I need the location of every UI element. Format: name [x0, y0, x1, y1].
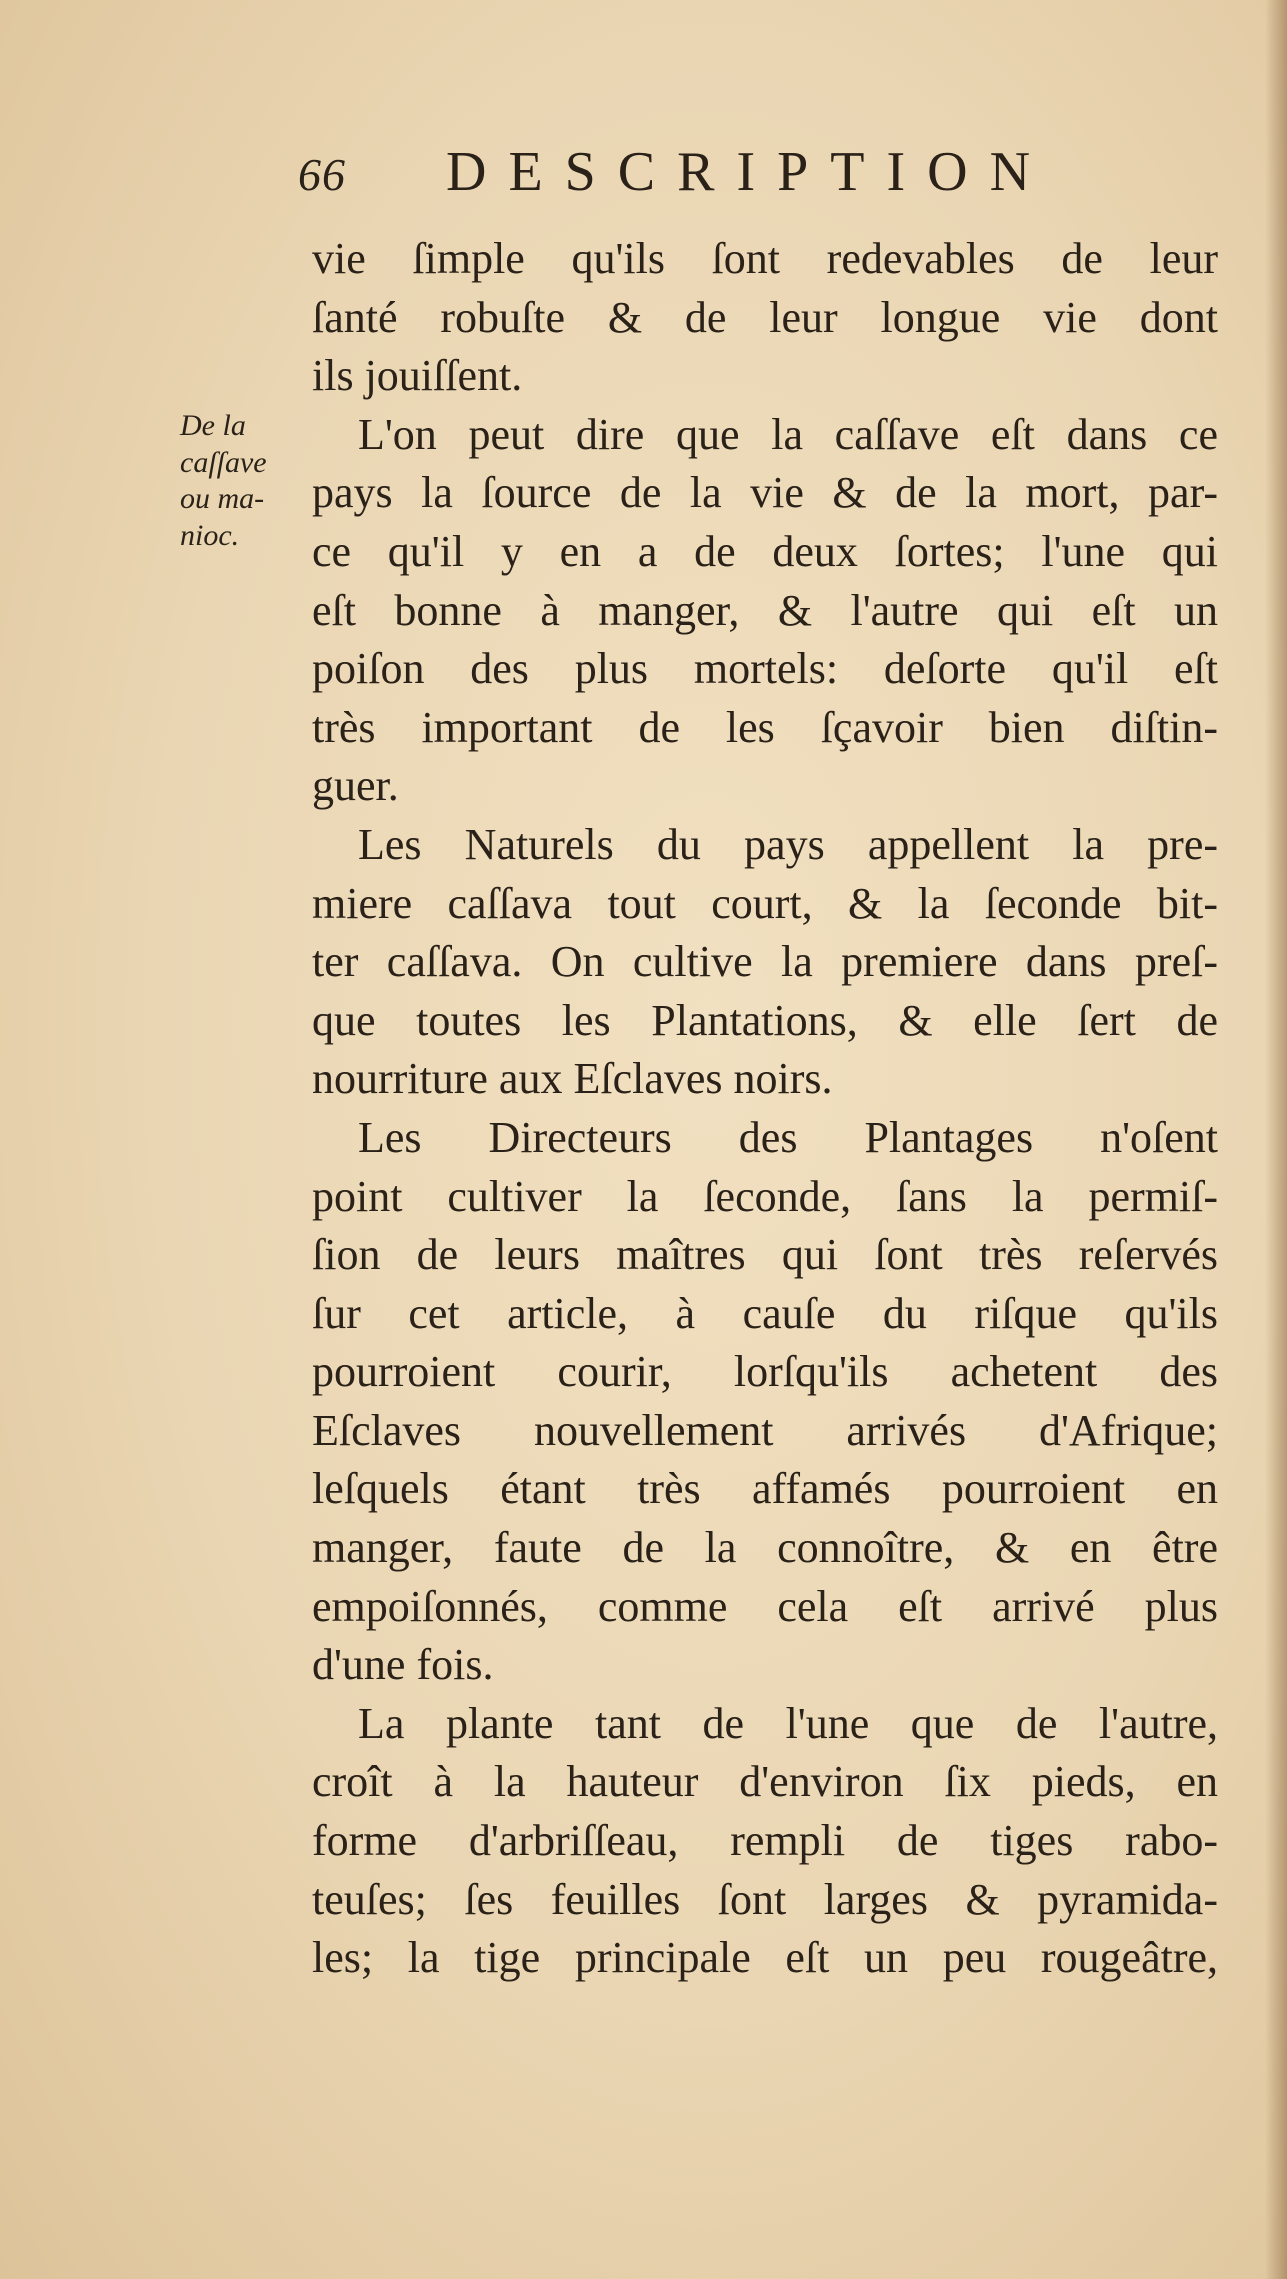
- text-line: teuſes; ſes feuilles ſont larges & pyramida-: [312, 1874, 1218, 1924]
- text-line: nourriture aux Eſclaves noirs.: [312, 1054, 833, 1104]
- text-line: empoiſonnés, comme cela eſt arrivé plus: [312, 1581, 1218, 1631]
- text-line: poiſon des plus mortels: deſorte qu'il eſt: [312, 644, 1218, 694]
- text-line: forme d'arbriſſeau, rempli de tiges rabo-: [312, 1816, 1218, 1866]
- text-line: guer.: [312, 761, 399, 811]
- text-line: ſion de leurs maîtres qui ſont très reſervés: [312, 1230, 1218, 1280]
- margin-note-line: caſſave: [180, 445, 267, 479]
- text-line: ce qu'il y en a de deux ſortes; l'une qui: [312, 526, 1218, 576]
- text-line: que toutes les Plantations, & elle ſert de: [312, 995, 1218, 1045]
- text-line: croît à la hauteur d'environ ſix pieds, en: [312, 1757, 1218, 1807]
- text-line: les; la tige principale eſt un peu rougeâtre,: [312, 1933, 1218, 1983]
- page-edge-shadow: [1265, 0, 1287, 2279]
- body-text: [312, 230, 1218, 1988]
- text-line: La plante tant de l'une que de l'autre,: [358, 1698, 1218, 1748]
- text-line: Eſclaves nouvellement arrivés d'Afrique;: [312, 1405, 1218, 1455]
- text-line: pays la ſource de la vie & de la mort, par-: [312, 468, 1218, 518]
- margin-note-line: ou ma-: [180, 482, 265, 516]
- text-line: ſanté robuſte & de leur longue vie dont: [312, 292, 1218, 342]
- text-line: très important de les ſçavoir bien diſtin-: [312, 702, 1218, 752]
- text-line: leſquels étant très affamés pourroient en: [312, 1464, 1218, 1514]
- text-line: ſur cet article, à cauſe du riſque qu'ils: [312, 1288, 1218, 1338]
- text-line: pourroient courir, lorſqu'ils achetent des: [312, 1347, 1218, 1397]
- margin-note: [180, 408, 270, 554]
- text-line: miere caſſava tout court, & la ſeconde bit-: [312, 878, 1218, 928]
- text-line: vie ſimple qu'ils ſont redevables de leur: [312, 234, 1218, 283]
- margin-note-line: nioc.: [180, 518, 240, 552]
- running-title: DESCRIPTION: [446, 141, 1053, 203]
- margin-note-line: De la: [180, 409, 246, 442]
- text-line: Les Directeurs des Plantages n'oſent: [358, 1112, 1218, 1162]
- text-line: Les Naturels du pays appellent la pre-: [358, 819, 1218, 869]
- text-line: point cultiver la ſeconde, ſans la permiſ-: [312, 1171, 1218, 1221]
- text-line: d'une fois.: [312, 1640, 494, 1690]
- text-line: eſt bonne à manger, & l'autre qui eſt un: [312, 585, 1218, 635]
- text-line: ter caſſava. On cultive la premiere dans preſ-: [312, 937, 1218, 987]
- page-header: [298, 140, 1058, 210]
- text-line: ils jouiſſent.: [312, 351, 523, 401]
- text-line: L'on peut dire que la caſſave eſt dans ce: [358, 409, 1218, 459]
- text-line: manger, faute de la connoître, & en être: [312, 1523, 1218, 1573]
- page-number: 66: [298, 149, 346, 200]
